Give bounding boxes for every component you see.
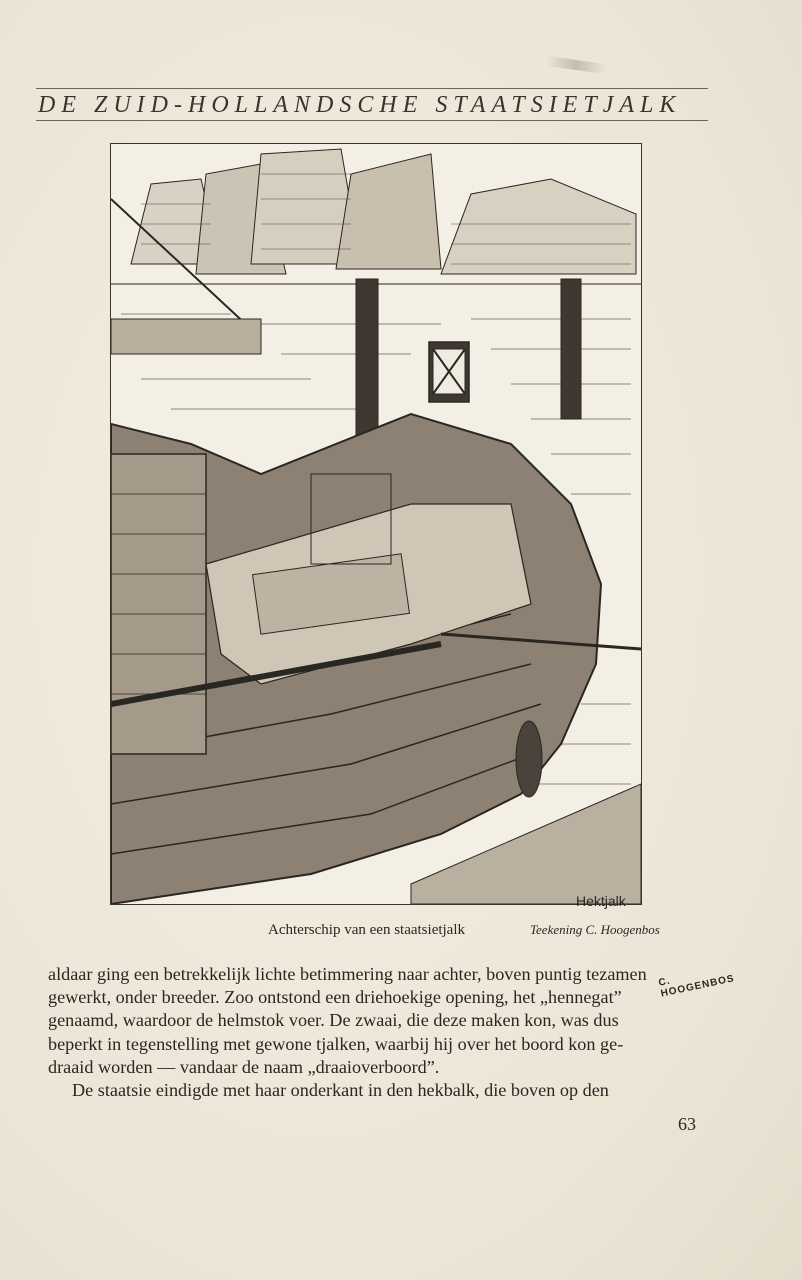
body-line: gewerkt, onder breeder. Zoo ontstond een driehoekige opening, het „hennegat” bbox=[48, 987, 622, 1008]
running-head: DE ZUID-HOLLANDSCHE STAATSIETJALK bbox=[38, 92, 682, 118]
artist-signature: C. HOOGENBOS bbox=[657, 973, 736, 1000]
figure-caption: Achterschip van een staatsietjalk bbox=[268, 922, 466, 938]
body-paragraph bbox=[48, 963, 728, 1102]
figure-corner-label: Hektjalk bbox=[576, 893, 626, 909]
paper-smudge bbox=[546, 56, 607, 74]
header-rule-top bbox=[36, 88, 708, 89]
figure-credit: Teekening C. Hoogenbos bbox=[530, 922, 660, 937]
body-line: genaamd, waardoor de helmstok voer. De zwaai, die deze maken kon, was dus bbox=[48, 1010, 619, 1031]
body-line: aldaar ging een betrekkelijk lichte betimmering naar achter, boven puntig tezamen bbox=[48, 964, 647, 984]
header-rule-bottom bbox=[36, 120, 708, 121]
boat-drawing bbox=[111, 144, 641, 904]
body-line: De staatsie eindigde met haar onderkant in den hekbalk, die boven op den bbox=[72, 1080, 609, 1101]
page-number: 63 bbox=[678, 1114, 696, 1134]
body-line: draaid worden — vandaar de naam „draaioverboord”. bbox=[48, 1056, 440, 1077]
body-line: beperkt in tegenstelling met gewone tjalken, waarbij hij over het boord kon ge- bbox=[48, 1033, 624, 1054]
